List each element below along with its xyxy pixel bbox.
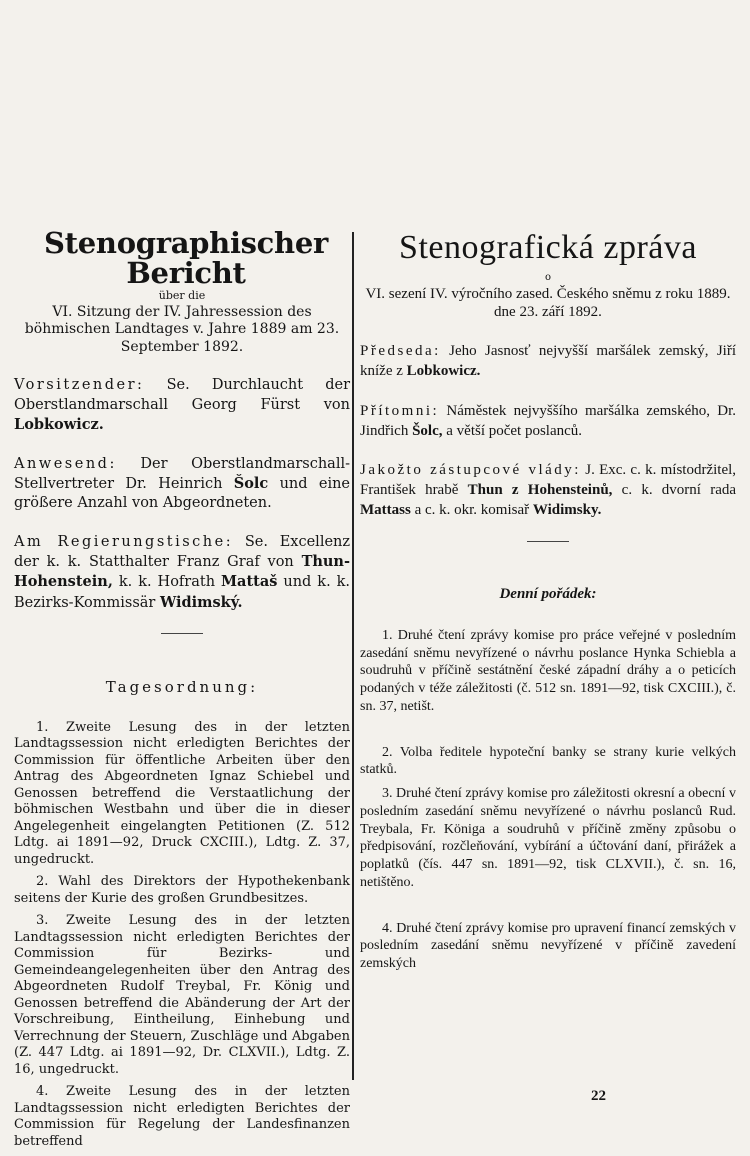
german-present-label: Anwesend: bbox=[14, 455, 117, 472]
german-subtitle: über die bbox=[158, 288, 206, 302]
czech-chair-label: Předseda: bbox=[360, 343, 441, 360]
czech-present-paragraph bbox=[360, 402, 736, 442]
german-agenda-item: 2. Wahl des Direktors der Hypothekenbank seitens der Kurie des großen Grundbesitzes. bbox=[14, 874, 350, 906]
german-government-name-1: Thun-Hohenstein, bbox=[14, 553, 350, 591]
german-chair-paragraph bbox=[14, 376, 350, 434]
german-session-line: VI. Sitzung der IV. Jahressession des böhmischen Landtages v. Jahre 1889 am 23. September 1892. bbox=[24, 303, 340, 355]
czech-chair-paragraph bbox=[360, 342, 736, 382]
german-agenda-item: 4. Zweite Lesung des in der letzten Landtagssession nicht erledigten Berichtes der Commission für Regelung der Landesfinanzen betreffend bbox=[14, 1084, 350, 1149]
czech-present-name: Šolc, bbox=[412, 422, 443, 439]
czech-government-label: Jakožto zástupcové vlády: bbox=[360, 462, 581, 479]
german-government-name-3: Widimský. bbox=[159, 593, 243, 611]
czech-present-label: Přítomni: bbox=[360, 402, 440, 419]
column-divider bbox=[352, 232, 354, 1080]
czech-agenda-item: 3. Druhé čtení zprávy komise pro záležitosti okresní a obecní v posledním zasedání sněmu nevyřízené o návrhu poslanců Rud. Treybala, Fr. Königa a soudruhů v příčině změny způsobu o předpisování, rozčleňování, vybírání a účtování daní, přirážek a poplatků (čís. 447 sn. 1891—92, tisk CLXVII.), č. sn. 16, netištěno. bbox=[360, 786, 736, 890]
german-chair-label: Vorsitzender: bbox=[14, 377, 145, 394]
german-government-text-3: und k. k. Bezirks-Kommissär bbox=[14, 574, 351, 611]
czech-title: Stenografická zpráva bbox=[399, 229, 697, 266]
czech-government-name-2: Mattass bbox=[360, 501, 411, 518]
czech-present-text: Náměstek nejvyššího maršálka zemského, Dr. Jindřich bbox=[360, 402, 737, 439]
german-column bbox=[14, 228, 350, 1156]
german-government-paragraph bbox=[14, 533, 350, 613]
german-government-text-2: k. k. Hofrath bbox=[118, 574, 216, 591]
czech-agenda-item: 2. Volba ředitele hypoteční banky se strany kurie velkých statků. bbox=[360, 744, 736, 778]
czech-agenda-item: 4. Druhé čtení zprávy komise pro upravení financí zemských v posledním zasedání sněmu nevyřízené v příčině zavedení zemských bbox=[360, 920, 736, 972]
german-agenda-item: 3. Zweite Lesung des in der letzten Landtagssession nicht erledigten Berichtes der Commission für Bezirks- und Gemeindeangelegenheiten über den Antrag des Abgeordneten Rudolf Treybal, Fr. König und Genossen betreffend die Abänderung der Art der Vorschreibung, Eintheilung, Einhebung und Verrechnung der Steuern, Zuschläge und Abgaben (Z. 447 Ldtg. ai 1891—92, Dr. CLXVII.), Ldtg. Z. 16, ungedruckt. bbox=[14, 913, 350, 1077]
czech-government-paragraph bbox=[360, 461, 736, 520]
german-section-rule bbox=[161, 633, 203, 634]
german-government-name-2: Mattaš bbox=[221, 573, 278, 591]
german-agenda-item: 1. Zweite Lesung des in der letzten Landtagssession nicht erledigten Berichtes der Commission für öffentliche Arbeiten über den Antrag des Abgeordneten Ignaz Schiebel und Genossen betreffend die Verstaatlichung der böhmischen Westbahn und über die in dieser Angelegenheit eingelangten Petitionen (Z. 512 Ldtg. ai 1891—92, Druck CXCIII.), Ldtg. Z. 37, ungedruckt. bbox=[14, 719, 350, 867]
german-government-text: Se. Excellenz der k. k. Statthalter Franz Graf von bbox=[14, 534, 351, 571]
german-chair-name: Lobkowicz. bbox=[14, 415, 104, 433]
czech-session-line: VI. sezení IV. výročního zased. Českého sněmu z roku 1889. dne 23. září 1892. bbox=[365, 285, 731, 321]
czech-column bbox=[360, 228, 736, 979]
german-chair-text: Se. Durchlaucht der Oberstlandmarschall Georg Fürst von bbox=[14, 377, 350, 413]
czech-government-text: J. Exc. c. k. místodržitel, František hrabě bbox=[360, 462, 737, 499]
page-number: 22 bbox=[591, 1088, 606, 1104]
czech-chair-name: Lobkowicz. bbox=[406, 362, 481, 379]
czech-government-text-2: c. k. dvorní rada bbox=[621, 482, 737, 499]
czech-agenda-item: 1. Druhé čtení zprávy komise pro práce veřejné v posledním zasedání sněmu nevyřízené o návrhu poslance Hynka Schiebla a soudruhů v příčině sestátnění české západní dráhy a o peticích podaných v téže záležitosti (č. 512 sn. 1891—92, tisk CXCIII.), č. sn. 37, netišt. bbox=[360, 627, 736, 714]
czech-agenda-title: Denní pořádek: bbox=[499, 585, 597, 602]
german-present-paragraph bbox=[14, 455, 350, 513]
german-agenda-title: Tagesordnung: bbox=[105, 677, 259, 696]
german-present-text-2: und eine größere Anzahl von Abgeordneten. bbox=[14, 475, 351, 511]
czech-section-rule bbox=[527, 541, 569, 542]
czech-chair-text: Jeho Jasnosť nejvyšší maršálek zemský, Jiří kníže z bbox=[360, 343, 736, 379]
czech-government-name-1: Thun z Hohensteinů, bbox=[467, 482, 613, 499]
german-government-label: Am Regierungstische: bbox=[14, 534, 234, 551]
czech-government-text-3: a c. k. okr. komisař bbox=[414, 501, 530, 518]
czech-present-text-2: a větší počet poslanců. bbox=[446, 422, 583, 439]
german-title: Stenographischer Bericht bbox=[44, 226, 328, 291]
german-present-name: Šolc bbox=[233, 474, 269, 492]
german-present-text: Der Oberstlandmarschall-Stellvertreter Dr. Heinrich bbox=[14, 455, 350, 492]
czech-government-name-3: Widimsky. bbox=[532, 501, 602, 518]
czech-small-mark: o bbox=[544, 271, 552, 283]
